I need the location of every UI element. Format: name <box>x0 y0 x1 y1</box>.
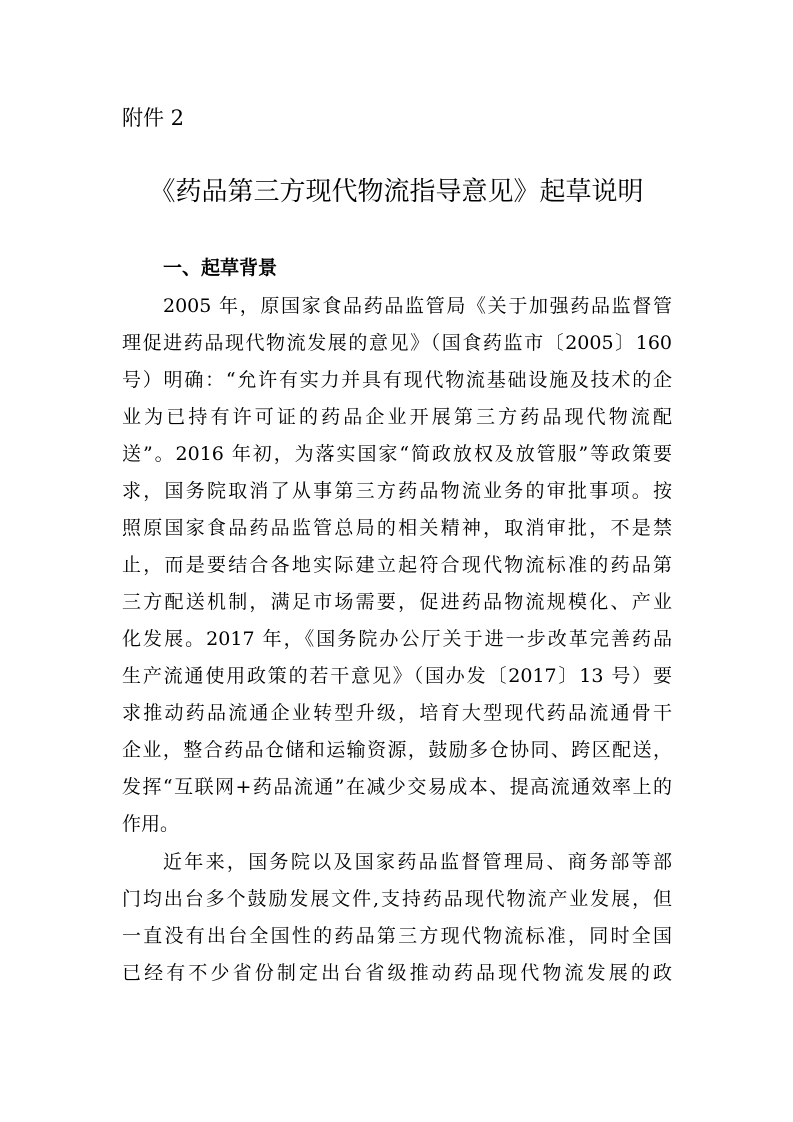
paragraph-line: 求，国务院取消了从事第三方药品物流业务的审批事项。按 <box>122 480 672 502</box>
paragraph-line: 作用。 <box>122 813 180 835</box>
paragraph-line: 照原国家食品药品监管总局的相关精神，取消审批，不是禁 <box>122 517 672 539</box>
paragraph-line: 业为已持有许可证的药品企业开展第三方药品现代物流配 <box>122 406 672 428</box>
paragraph-line: 一直没有出台全国性的药品第三方现代物流标准，同时全国 <box>122 925 672 947</box>
paragraph-line: 近年来，国务院以及国家药品监督管理局、商务部等部 <box>163 851 672 873</box>
paragraph-line: 化发展。2017 年，《国务院办公厅关于进一步改革完善药品 <box>122 628 672 650</box>
paragraph-line: 号）明确：“允许有实力并具有现代物流基础设施及技术的企 <box>122 369 672 391</box>
paragraph-line: 企业，整合药品仓储和运输资源，鼓励多仓协同、跨区配送， <box>122 739 672 761</box>
paragraph-line: 止，而是要结合各地实际建立起符合现代物流标准的药品第 <box>122 554 672 576</box>
document-title: 《药品第三方现代物流指导意见》起草说明 <box>149 177 644 207</box>
paragraph-line: 2005 年，原国家食品药品监管局《关于加强药品监督管 <box>163 295 672 317</box>
paragraph-line: 发挥“互联网+药品流通”在减少交易成本、提高流通效率上的 <box>122 776 672 798</box>
paragraph-line: 生产流通使用政策的若干意见》（国办发〔2017〕13 号）要 <box>122 665 672 687</box>
paragraph-line: 理促进药品现代物流发展的意见》（国食药监市〔2005〕160 <box>122 332 672 354</box>
paragraph-line: 送”。2016 年初，为落实国家“简政放权及放管服”等政策要 <box>122 443 672 465</box>
paragraph-line: 三方配送机制，满足市场需要，促进药品物流规模化、产业 <box>122 591 672 613</box>
paragraph-line: 已经有不少省份制定出台省级推动药品现代物流发展的政 <box>122 962 672 984</box>
section-heading: 一、起草背景 <box>163 257 278 279</box>
paragraph-line: 门均出台多个鼓励发展文件,支持药品现代物流产业发展，但 <box>122 888 672 910</box>
attachment-label: 附件 2 <box>122 106 185 130</box>
paragraph-line: 求推动药品流通企业转型升级，培育大型现代药品流通骨干 <box>122 702 672 724</box>
